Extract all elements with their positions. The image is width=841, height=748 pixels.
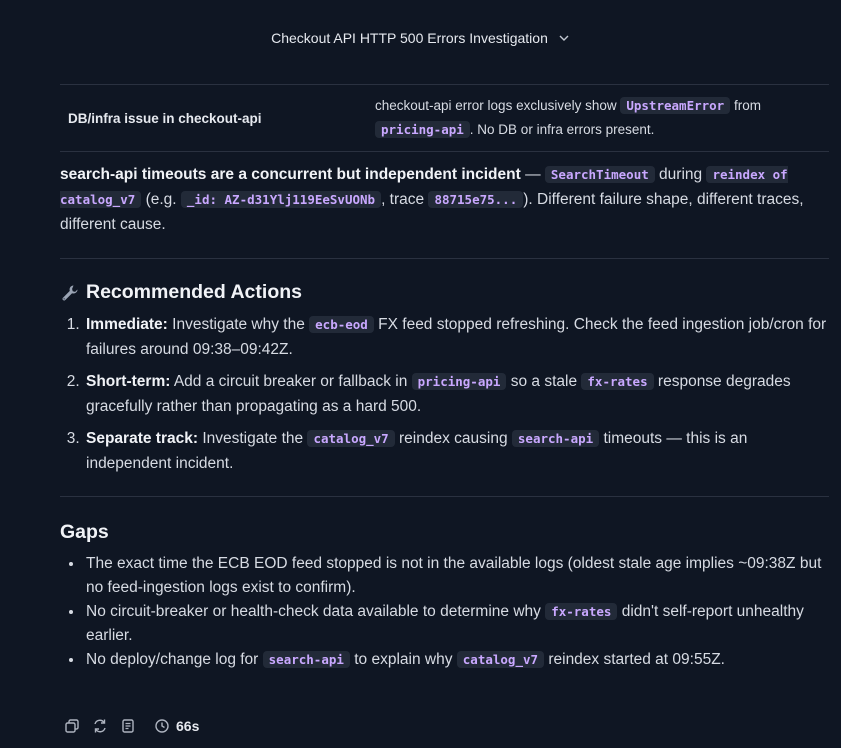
list-item: 3. Separate track: Investigate the catalog_v7 reindex causing search-api timeouts — this is an independent incident. [84,426,829,476]
inline-code: _id: AZ-d31Ylj119EeSvUONb [181,191,381,208]
list-item: 1. Immediate: Investigate why the ecb-eod FX feed stopped refreshing. Check the feed ingestion job/cron for failures around 09:38–09:42Z. [84,312,829,362]
search-api-paragraph: search-api timeouts are a concurrent but independent incident — SearchTimeout during reindex of catalog_v7 (e.g. _id: AZ-d31Ylj119EeSvUONb , trace 88715e75... ). Different failure shape, different traces, different cause. [60,166,804,233]
evidence-cell: checkout-api error logs exclusively show UpstreamError from pricing-api . No DB or infra errors present. [375,98,761,137]
inline-code: SearchTimeout [545,166,655,183]
list-item: • No circuit-breaker or health-check data available to determine why fx-rates didn't self-report unhealthy earlier. [84,600,829,648]
copy-icon[interactable] [64,718,80,734]
inline-code: catalog_v7 [457,651,544,668]
report-icon[interactable] [120,718,136,734]
hypothesis-cell: DB/infra issue in checkout-api [68,110,262,126]
inline-code: ecb-eod [309,316,374,333]
divider [60,258,829,259]
inline-code: search-api [512,430,599,447]
table-row [60,84,829,152]
inline-code: 88715e75... [428,191,523,208]
list-item: 2. Short-term: Add a circuit breaker or fallback in pricing-api so a stale fx-rates response degrades gracefully rather than propagating as a hard 500. [84,369,829,419]
gaps-list [60,552,829,672]
list-item: • No deploy/change log for search-api to explain why catalog_v7 reindex started at 09:55Z. [84,648,829,672]
clock-icon [154,718,170,734]
inline-code: fx-rates [545,603,617,620]
actions-list [60,312,829,476]
list-item: • The exact time the ECB EOD feed stopped is not in the available logs (oldest stale age implies ~09:38Z but no feed-ingestion logs exist to confirm). [84,552,829,600]
inline-code: UpstreamError [620,97,730,114]
elapsed-time: 66s [154,718,199,734]
inline-code: catalog_v7 [307,430,394,447]
message-actions-bar [64,718,199,734]
inline-code: fx-rates [581,373,653,390]
recommended-actions-heading: Recommended Actions [60,281,829,304]
retry-icon[interactable] [92,718,108,734]
divider [60,496,829,497]
inline-code: pricing-api [412,373,507,390]
message-content [60,84,829,672]
inline-code: pricing-api [375,121,470,138]
chevron-down-icon[interactable] [558,32,570,44]
conversation-title-bar[interactable] [0,0,841,76]
conversation-title: Checkout API HTTP 500 Errors Investigation [271,30,548,46]
inline-code: reindex of catalog_v7 [60,167,788,207]
wrench-icon [60,283,80,303]
gaps-heading: Gaps [60,521,109,543]
inline-code: search-api [263,651,350,668]
